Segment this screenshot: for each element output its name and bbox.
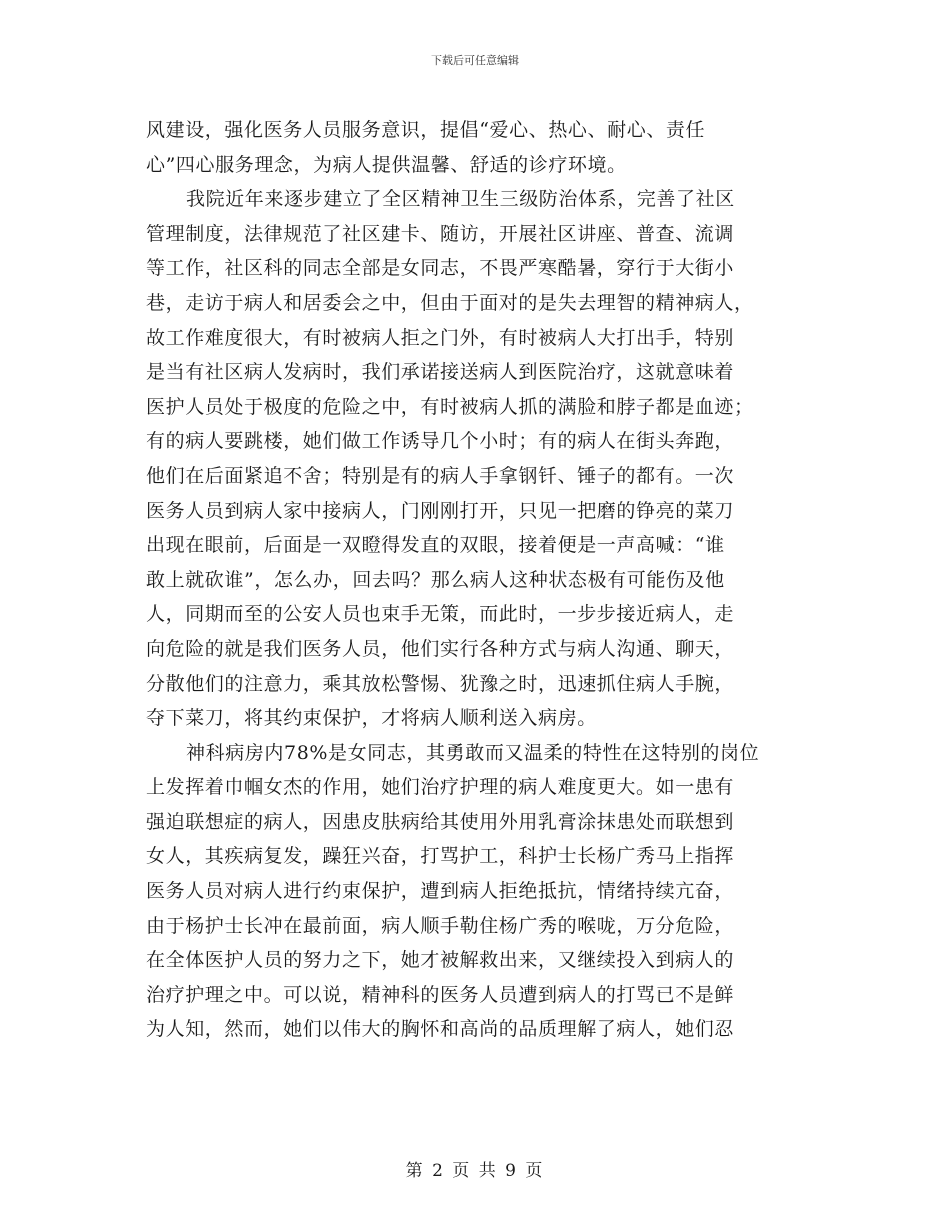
text-line: 故工作难度很大，有时被病人拒之门外，有时被病人大打出手，特别	[146, 326, 735, 349]
text-line: 在全体医护人员的努力之下，她才被解救出来，又继续投入到病人的	[146, 949, 735, 972]
page-header: 下载后可任意编辑	[431, 54, 519, 67]
text-line: 强迫联想症的病人，因患皮肤病给其使用外用乳膏涂抹患处而联想到	[146, 810, 735, 833]
text-line: 为人知，然而，她们以伟大的胸怀和高尚的品质理解了病人，她们忍	[146, 1018, 735, 1041]
text-line: 上发挥着巾帼女杰的作用，她们治疗护理的病人难度更大。如一患有	[146, 776, 735, 799]
text-line: 风建设，强化医务人员服务意识，提倡“爱心、热心、耐心、责任	[146, 119, 706, 141]
text-line: 巷，走访于病人和居委会之中，但由于面对的是失去理智的精神病人，	[146, 291, 754, 314]
text-line: 我院近年来逐步建立了全区精神卫生三级防治体系，完善了社区	[186, 188, 735, 211]
text-line: 心”四心服务理念，为病人提供温馨、舒适的诊疗环境。	[146, 153, 627, 176]
text-line: 由于杨护士长冲在最前面，病人顺手勒住杨广秀的喉咙，万分危险，	[146, 914, 735, 937]
text-line: 医护人员处于极度的危险之中，有时被病人抓的满脸和脖子都是血迹；	[146, 395, 754, 418]
text-line: 夺下菜刀，将其约束保护，才将病人顺利送入病房。	[146, 707, 597, 730]
text-line: 女人，其疾病复发，躁狂兴奋，打骂护工，科护士长杨广秀马上指挥	[146, 845, 735, 868]
text-line: 出现在眼前，后面是一双瞪得发直的双眼，接着便是一声高喊：“谁	[146, 534, 725, 557]
text-line: 神科病房内78%是女同志，其勇敢而又温柔的特性在这特别的岗位	[186, 741, 760, 764]
text-line: 等工作，社区科的同志全部是女同志，不畏严寒酷暑，穿行于大街小	[146, 257, 735, 280]
text-line: 医务人员对病人进行约束保护，遭到病人拒绝抵抗，情绪持续亢奋，	[146, 880, 735, 903]
text-line: 向危险的就是我们医务人员，他们实行各种方式与病人沟通、聊天，	[146, 637, 735, 660]
text-line: 敢上就砍谁”，怎么办，回去吗？那么病人这种状态极有可能伤及他	[146, 568, 725, 591]
text-line: 管理制度，法律规范了社区建卡、随访，开展社区讲座、普查、流调	[146, 222, 735, 245]
text-line: 分散他们的注意力，乘其放松警惕、犹豫之时，迅速抓住病人手腕，	[146, 672, 735, 695]
text-line: 他们在后面紧追不舍；特别是有的病人手拿钢钎、锤子的都有。一次	[146, 464, 735, 487]
text-line: 人，同期而至的公安人员也束手无策，而此时，一步步接近病人，走	[146, 603, 735, 626]
text-line: 有的病人要跳楼，她们做工作诱导几个小时；有的病人在街头奔跑，	[146, 430, 735, 453]
document-body	[146, 113, 806, 1047]
text-line: 是当有社区病人发病时，我们承诺接送病人到医院治疗，这就意味着	[146, 361, 735, 384]
text-line: 治疗护理之中。可以说，精神科的医务人员遭到病人的打骂已不是鲜	[146, 983, 735, 1006]
page-number-footer: 第 2 页 共 9 页	[405, 1161, 545, 1181]
text-line: 医务人员到病人家中接病人，门刚刚打开，只见一把磨的铮亮的菜刀	[146, 499, 735, 522]
